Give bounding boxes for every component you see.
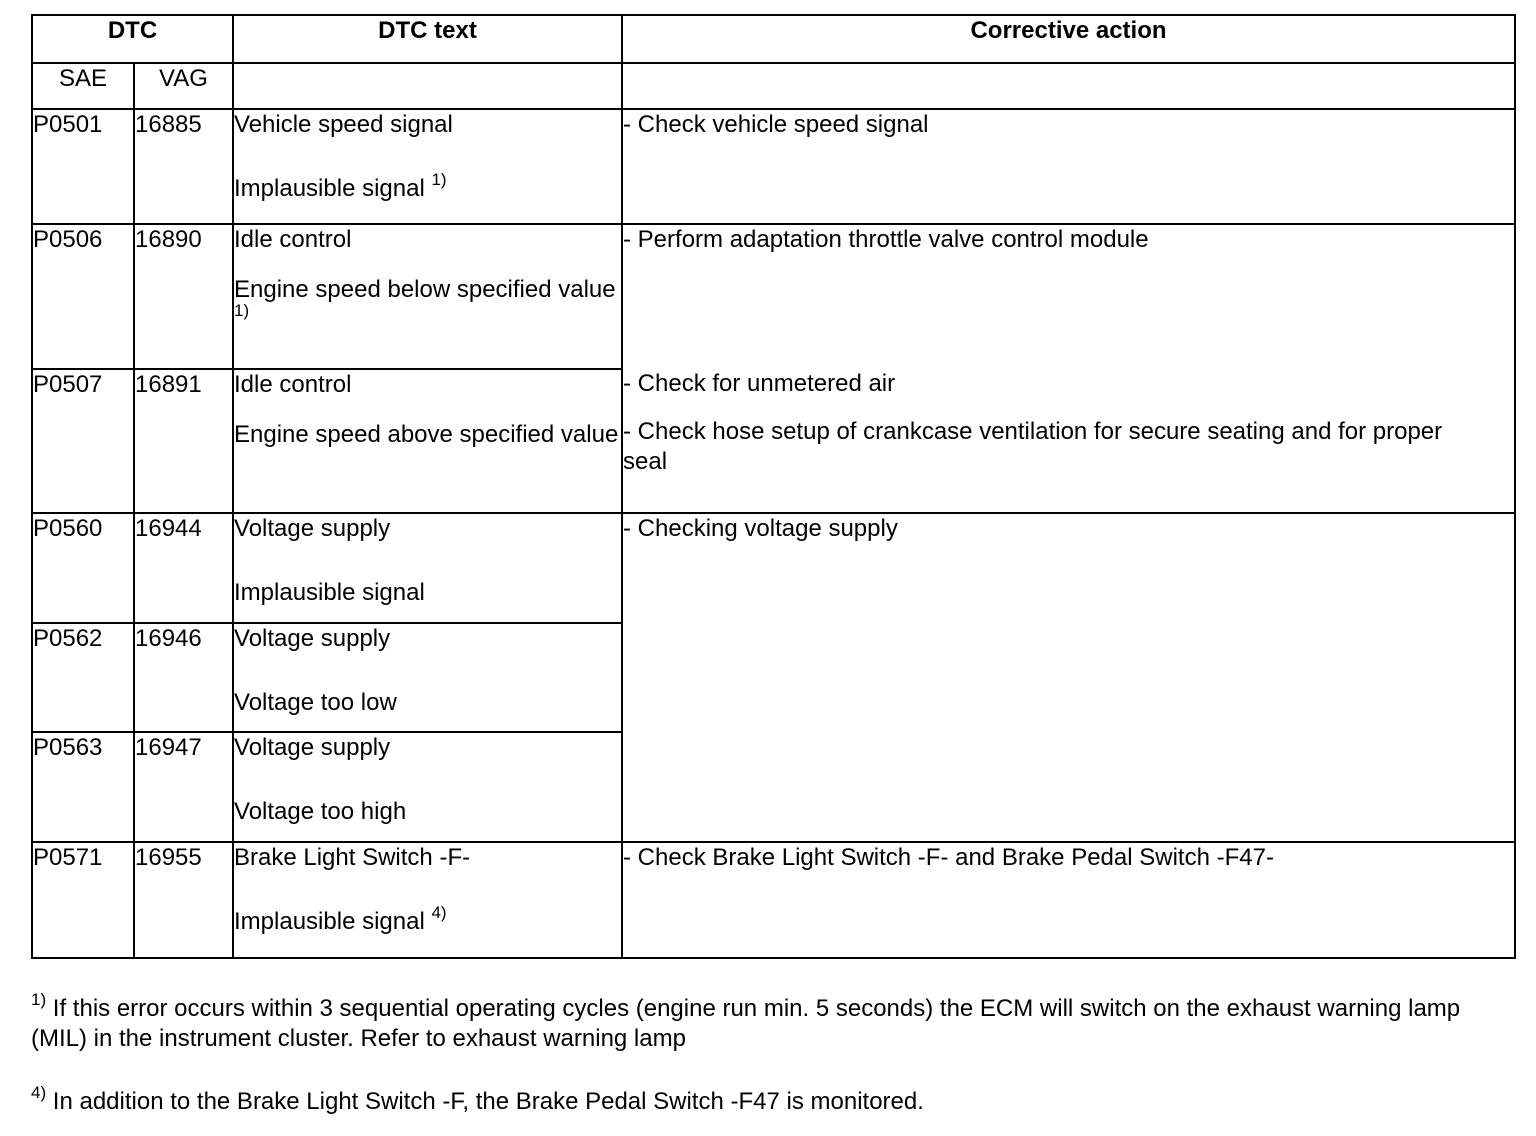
dtc-text-cell [233, 109, 622, 224]
empty-cell [622, 63, 1515, 109]
footnote-mark: 4) [31, 1082, 47, 1102]
dtc-text-line1: Voltage supply [234, 734, 391, 761]
dtc-text-line2 [234, 275, 621, 335]
dtc-text-cell [233, 732, 622, 842]
dtc-text-line2: Engine speed above specified value [234, 421, 619, 448]
corrective-action-header: Corrective action [622, 15, 1515, 63]
dtc-text-line2: Implausible signal [234, 579, 425, 606]
sae-code: P0560 [32, 513, 134, 623]
dtc-text-line1: Idle control [234, 371, 352, 398]
sae-code: P0571 [32, 842, 134, 958]
footnote-ref: 1) [234, 301, 250, 320]
vag-code: 16890 [134, 224, 233, 369]
dtc-text-line2 [234, 903, 621, 937]
dtc-text-cell [233, 623, 622, 732]
footnote-text: In addition to the Brake Light Switch -F, the Brake Pedal Switch -F47 is monitored. [52, 1087, 924, 1115]
action-check-voltage: - Checking voltage supply [623, 515, 898, 542]
sae-code: P0507 [32, 369, 134, 513]
action-adaptation: - Perform adaptation throttle valve control module [623, 226, 1149, 253]
vag-code: 16947 [134, 732, 233, 842]
dtc-text-line1: Voltage supply [234, 625, 391, 652]
vag-code: 16946 [134, 623, 233, 732]
header-row [32, 15, 1515, 63]
corrective-action-cell [622, 224, 1515, 513]
action-crankcase-hose: - Check hose setup of crankcase ventilation for secure seating and for proper seal [623, 418, 1443, 475]
dtc-text-cell [233, 224, 622, 369]
dtc-text-line1: Vehicle speed signal [234, 111, 453, 138]
dtc-text-line2-text: Implausible signal [234, 908, 425, 935]
corrective-action-cell [622, 513, 1515, 842]
vag-header: VAG [134, 63, 233, 109]
footnotes [31, 990, 1511, 1117]
sae-header: SAE [32, 63, 134, 109]
footnote-ref: 4) [431, 903, 447, 922]
dtc-text-header: DTC text [233, 15, 622, 63]
sae-code: P0506 [32, 224, 134, 369]
dtc-text-line1: Voltage supply [234, 515, 391, 542]
dtc-text-line2 [234, 170, 621, 204]
table-row [32, 109, 1515, 224]
dtc-table [31, 14, 1516, 959]
table-row [32, 842, 1515, 958]
vag-code: 16955 [134, 842, 233, 958]
action-check-speed: - Check vehicle speed signal [623, 111, 929, 138]
vag-code: 16891 [134, 369, 233, 513]
footnote-1 [31, 990, 1511, 1055]
dtc-text-line1: Idle control [234, 226, 352, 253]
footnote-4 [31, 1082, 1511, 1117]
dtc-text-line1: Brake Light Switch -F- [234, 844, 471, 871]
empty-cell [233, 63, 622, 109]
dtc-text-line2: Voltage too low [234, 689, 397, 716]
dtc-text-line2: Voltage too high [234, 798, 407, 825]
sae-code: P0563 [32, 732, 134, 842]
sae-code: P0562 [32, 623, 134, 732]
action-check-brake-switch: - Check Brake Light Switch -F- and Brake Pedal Switch -F47- [623, 844, 1274, 871]
table-row [32, 513, 1515, 623]
dtc-text-cell [233, 513, 622, 623]
dtc-text-line2-text: Implausible signal [234, 175, 425, 202]
dtc-text-cell [233, 369, 622, 513]
dtc-header: DTC [32, 15, 233, 63]
subheader-row [32, 63, 1515, 109]
table-row [32, 224, 1515, 369]
action-unmetered-air: - Check for unmetered air [623, 370, 896, 397]
footnote-ref: 1) [431, 170, 447, 189]
vag-code: 16885 [134, 109, 233, 224]
footnote-text: If this error occurs within 3 sequential operating cycles (engine run min. 5 seconds) the ECM will switch on the exhaust warning lamp (MIL) in the instrument cluster. Refer to exhaust warning lamp [31, 995, 1461, 1053]
sae-code: P0501 [32, 109, 134, 224]
corrective-action-cell [622, 842, 1515, 958]
footnote-mark: 1) [31, 990, 47, 1009]
corrective-action-cell [622, 109, 1515, 224]
dtc-text-cell [233, 842, 622, 958]
vag-code: 16944 [134, 513, 233, 623]
dtc-text-line2-text: Engine speed below specified value [234, 276, 616, 303]
